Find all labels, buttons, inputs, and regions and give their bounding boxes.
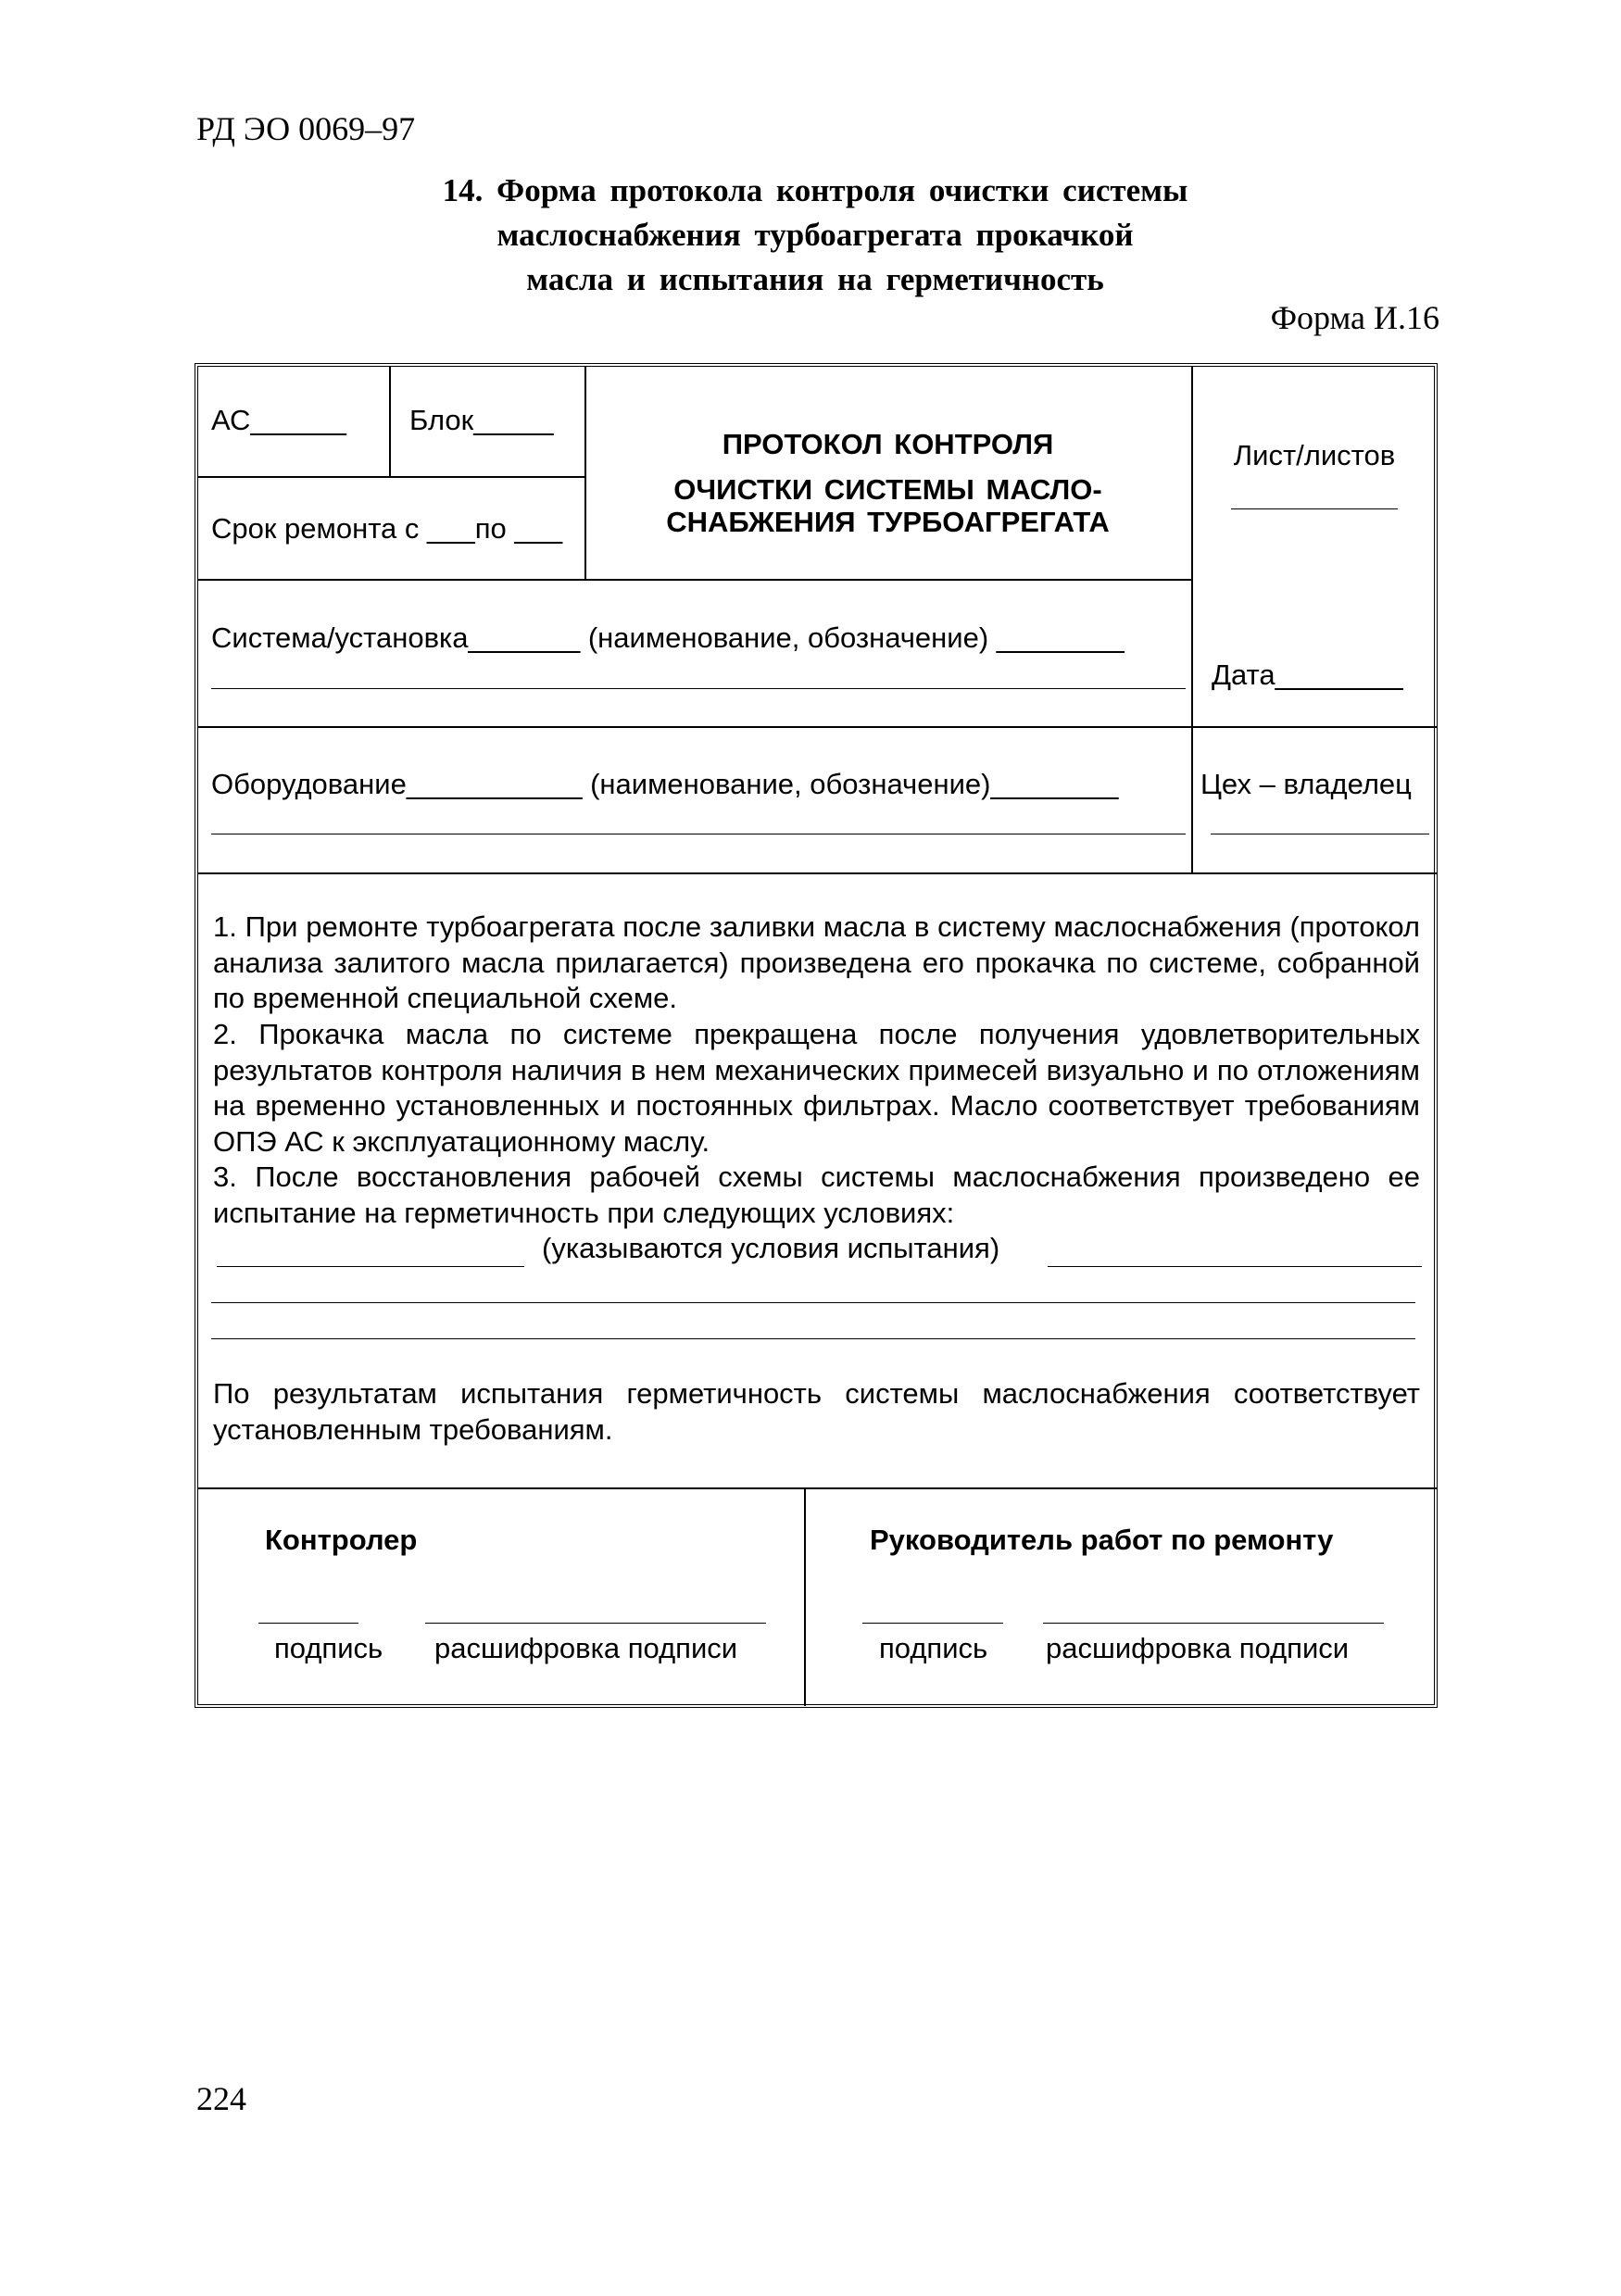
system-field[interactable]: Система/установка_______ (наименование, обозначение) ________ xyxy=(211,621,1125,654)
conditions-line[interactable] xyxy=(211,1338,1415,1339)
title-line-3: масла и испытания на герметичность xyxy=(526,261,1104,297)
divider xyxy=(198,726,1438,728)
document-code: РД ЭО 0069–97 xyxy=(196,110,416,147)
sheet-line[interactable] xyxy=(1231,508,1398,509)
title-line-2: маслоснабжения турбоагрегата прокачкой xyxy=(496,217,1134,253)
paragraph-2: 2. Прокачка масла по системе прекращена после получения удовлетворительных результатов контроля наличия в нем механических примесей визуально и по отложениям на временно установленных и постоянных фильтрах. Масло соответствует требованиям ОПЭ АС к эксплуатационному маслу. xyxy=(213,1018,1420,1158)
date-field[interactable]: Дата________ xyxy=(1212,659,1403,691)
conditions-line-left[interactable] xyxy=(217,1266,524,1267)
paragraph-1: 1. При ремонте турбоагрегата после заливки масла в систему маслоснабжения (протокол анализа залитого масла прилагается) произведена его прокачка по системе, собранной по временной специальной схеме. xyxy=(213,910,1420,1014)
manager-decoding-label: расшифровка подписи xyxy=(1046,1632,1350,1664)
controller-title: Контролер xyxy=(265,1524,418,1556)
repair-period-field[interactable]: Срок ремонта с ___по ___ xyxy=(211,512,563,545)
protocol-title-3: СНАБЖЕНИЯ ТУРБОАГРЕГАТА xyxy=(666,506,1110,538)
page-number: 224 xyxy=(196,2080,246,2117)
manager-signature-label: подпись xyxy=(879,1632,988,1664)
protocol-title-1: ПРОТОКОЛ КОНТРОЛЯ xyxy=(722,428,1054,460)
controller-signature-label: подпись xyxy=(274,1632,383,1664)
as-field[interactable]: АС______ xyxy=(211,404,346,436)
divider xyxy=(804,1487,806,1706)
manager-signature-line[interactable] xyxy=(862,1623,1003,1624)
divider xyxy=(198,1487,1438,1489)
manager-decoding-line[interactable] xyxy=(1043,1623,1384,1624)
sheet-label: Лист/листов xyxy=(1233,439,1396,471)
form-number: Форма И.16 xyxy=(1270,299,1439,336)
controller-signature-line[interactable] xyxy=(258,1623,358,1624)
divider xyxy=(198,579,1191,581)
conditions-line[interactable] xyxy=(211,1302,1415,1303)
system-line[interactable] xyxy=(211,688,1186,689)
conditions-label: (указываются условия испытания) xyxy=(542,1232,1000,1264)
block-field[interactable]: Блок_____ xyxy=(409,404,554,436)
manager-title: Руководитель работ по ремонту xyxy=(870,1524,1334,1556)
conclusion: По результатам испытания герметичность системы маслоснабжения соответствует установленным требованиям. xyxy=(213,1377,1420,1446)
equipment-field[interactable]: Оборудование___________ (наименование, обозначение)________ xyxy=(211,768,1119,800)
controller-decoding-label: расшифровка подписи xyxy=(434,1632,738,1664)
conditions-line-right[interactable] xyxy=(1048,1266,1422,1267)
divider xyxy=(198,872,1438,874)
divider xyxy=(198,476,584,478)
controller-decoding-line[interactable] xyxy=(425,1623,766,1624)
workshop-label: Цех – владелец xyxy=(1200,768,1412,800)
divider xyxy=(389,367,391,476)
protocol-form xyxy=(195,363,1438,1708)
form-title xyxy=(352,169,1278,302)
title-line-1: 14. Форма протокола контроля очистки системы xyxy=(442,172,1188,208)
paragraph-3: 3. После восстановления рабочей схемы системы маслоснабжения произведено ее испытание на герметичность при следующих условиях: xyxy=(213,1161,1420,1229)
protocol-title-2: ОЧИСТКИ СИСТЕМЫ МАСЛО- xyxy=(673,473,1102,506)
